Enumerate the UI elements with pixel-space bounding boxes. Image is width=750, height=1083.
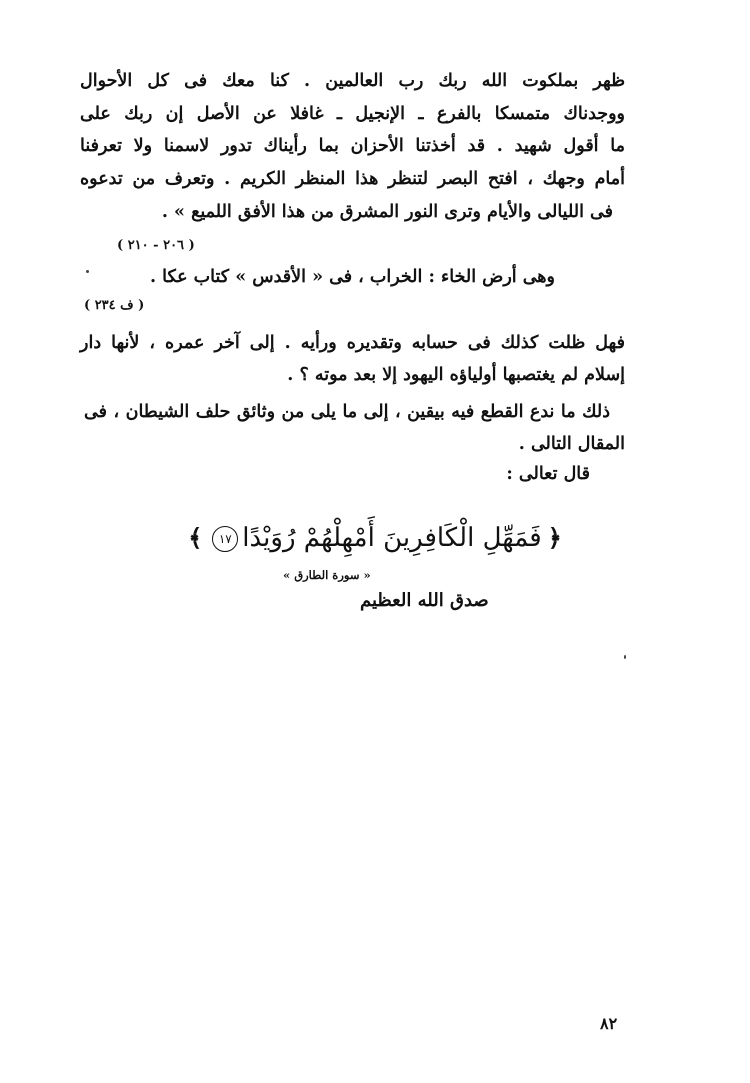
paragraph1-citation: ( ٢٠٦ - ٢١٠ ) bbox=[117, 238, 195, 253]
paragraph3-line-2: إسلام لم يغتصبها أولياؤه اليهود إلا بعد موته ؟ . bbox=[287, 365, 625, 385]
paragraph1-line-3: ما أقول شهيد . قد أخذتنا الأحزان بما رأيناك تدور لاسمنا ولا تعرفنا bbox=[80, 136, 625, 156]
verse-open-bracket: ﴿ bbox=[547, 523, 562, 552]
paragraph1-line-2: ووجدناك متمسكا بالفرع ـ الإنجيل ـ غافلا عن الأصل إن ربك على bbox=[80, 104, 625, 124]
quran-verse bbox=[0, 518, 750, 558]
page-number: ٨٢ bbox=[600, 1014, 618, 1033]
paragraph1-line-4: أمام وجهك ، افتح البصر لتنظر هذا المنظر الكريم . وتعرف من تدعوه bbox=[80, 169, 625, 189]
paragraph4-line-1: ذلك ما ندع القطع فيه بيقين ، إلى ما يلى من وثائق حلف الشيطان ، فى bbox=[84, 402, 610, 422]
sura-name: « سورة الطارق » bbox=[283, 568, 371, 582]
paragraph2-citation: ( ف ٢٣٤ ) bbox=[84, 298, 145, 313]
verse-intro: قال تعالى : bbox=[506, 464, 590, 484]
verse-close-bracket: ﴾ bbox=[188, 523, 203, 552]
paragraph1-line-5: فى الليالى والأيام وترى النور المشرق من هذا الأفق اللميع » . bbox=[161, 202, 613, 222]
paragraph4-line-2: المقال التالى . bbox=[518, 434, 625, 454]
verse-number: ١٧ bbox=[212, 526, 238, 552]
paragraph3-line-1: فهل ظلت كذلك فى حسابه وتقديره ورأيه . إلى آخر عمره ، لأنها دار bbox=[80, 333, 625, 353]
scan-speck bbox=[86, 270, 89, 273]
paragraph2-line: وهى أرض الخاء : الخراب ، فى « الأقدس » كتاب عكا . bbox=[149, 267, 555, 287]
verse-text: فَمَهِّلِ الْكَافِرِينَ أَمْهِلْهُمْ رُوَيْدًا bbox=[242, 523, 542, 553]
paragraph1-line-1: ظهر بملكوت الله ربك رب العالمين . كنا معك فى كل الأحوال bbox=[80, 71, 625, 91]
closing-phrase: صدق الله العظيم bbox=[360, 590, 489, 611]
scan-speck bbox=[624, 655, 626, 659]
